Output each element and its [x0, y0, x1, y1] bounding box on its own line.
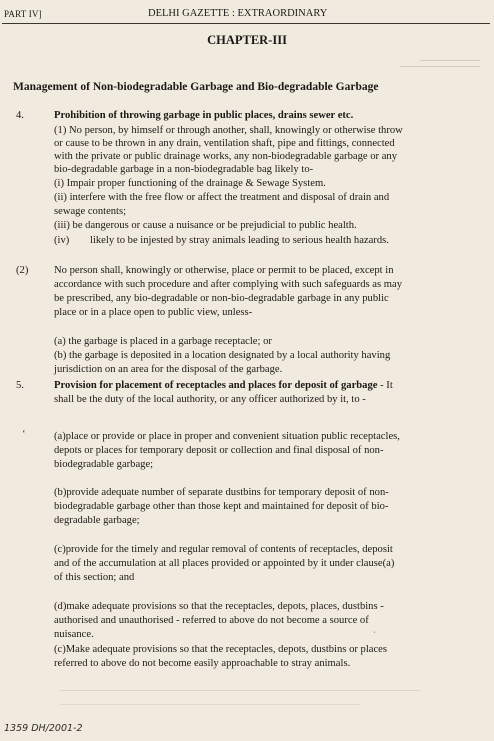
margin-mark: ‘: [22, 428, 26, 440]
section-5-item-b-cont: biodegradable garbage other than those kept and maintained for deposit of bio-: [54, 501, 389, 512]
section-5-item-a-cont: biodegradable garbage;: [54, 459, 154, 470]
subsection-2-line: No person shall, knowingly or otherwise, place or permit to be placed, except in: [54, 265, 394, 276]
section-4-heading: Prohibition of throwing garbage in public places, drains sewer etc.: [54, 110, 354, 121]
subsection-2-item-a: (a) the garbage is placed in a garbage receptacle; or: [54, 336, 272, 347]
chapter-heading: CHAPTER-III: [207, 33, 287, 47]
bleed-through-mark: [420, 60, 480, 61]
section-5-heading-tail: - It: [377, 380, 393, 391]
section-4-item-i: (i) Impair proper functioning of the drainage & Sewage System.: [54, 178, 326, 189]
section-4-line: or cause to be thrown in any drain, ventilation shaft, pipe and fittings, connected: [54, 138, 395, 149]
section-5-item-a: (a)place or provide or place in proper and convenient situation public receptacles,: [54, 431, 400, 442]
ink-speck: ⋅: [373, 628, 376, 637]
section-4-item-iv: likely to be injested by stray animals leading to serious health hazards.: [90, 235, 389, 246]
chapter-title: Management of Non-biodegradable Garbage and Bio-degradable Garbage: [13, 81, 379, 93]
section-5-heading: Provision for placement of receptacles and places for deposit of garbage: [54, 380, 378, 391]
bleed-through-mark: [400, 66, 480, 67]
section-5-item-d: (d)make adequate provisions so that the receptacles, depots, places, dustbins -: [54, 601, 384, 612]
section-4-item-ii: (ii) interfere with the free flow or affect the treatment and disposal of drain and: [54, 192, 390, 203]
section-4-item-iv-number: (iv): [54, 235, 70, 246]
section-4-line: bio-degradable garbage in a non-biodegradable bag likely to-: [54, 164, 314, 175]
section-5-item-c-cont: of this section; and: [54, 572, 135, 583]
section-5-heading-line: [54, 381, 393, 392]
gazette-title: DELHI GAZETTE : EXTRAORDINARY: [148, 8, 328, 19]
subsection-2-line: be prescribed, any bio-degradable or non-bio-degradable garbage in any public: [54, 293, 389, 304]
subsection-2-line: place or in a place open to public view, unless-: [54, 307, 253, 318]
section-5-item-c-cont: and of the accumulation at all places provided or appointed by it under clause(a): [54, 558, 395, 569]
section-5-item-b: (b)provide adequate number of separate dustbins for temporary deposit of non-: [54, 487, 389, 498]
subsection-2-item-b-cont: jurisdiction on an area for the disposal of the garbage.: [54, 364, 283, 375]
section-5-item-e-cont: referred to above do not become easily approachable to stray animals.: [54, 658, 351, 669]
subsection-2-number: (2): [16, 265, 29, 276]
section-5-item-a-cont: depots or places for temporary deposit or collection and final disposal of non-: [54, 445, 384, 456]
section-5-item-e: (c)Make adequate provisions so that the receptacles, depots, dustbins or places: [54, 644, 388, 655]
section-5-item-c: (c)provide for the timely and regular removal of contents of receptacles, deposit: [54, 544, 393, 555]
bleed-through-mark: [60, 690, 420, 691]
bleed-through-mark: [60, 704, 360, 705]
header-divider: [2, 23, 490, 24]
section-4-number: 4.: [16, 110, 24, 121]
part-label: PART IV]: [4, 9, 42, 19]
section-4-line: with the private or public drainage works, any non-biodegradable garbage or any: [54, 151, 397, 162]
section-5-item-b-cont: degradable garbage;: [54, 515, 140, 526]
section-4-item-ii-cont: sewage contents;: [54, 206, 127, 217]
section-5-intro: shall be the duty of the local authority, or any officer authorized by it, to -: [54, 394, 366, 405]
section-5-item-d-cont: nuisance.: [54, 629, 94, 640]
subsection-2-line: accordance with such procedure and after complying with such safeguards as may: [54, 279, 402, 290]
section-4-item-iii: (iii) be dangerous or cause a nuisance or be prejudicial to public health.: [54, 220, 357, 231]
section-4-line: (1) No person, by himself or through another, shall, knowingly or otherwise throw: [54, 125, 403, 136]
subsection-2-item-b: (b) the garbage is deposited in a location designated by a local authority having: [54, 350, 391, 361]
section-5-item-d-cont: authorised and unauthorised - referred to above do not become a source of: [54, 615, 369, 626]
printer-code: 1359 DH/2001-2: [4, 723, 83, 734]
section-5-number: 5.: [16, 380, 24, 391]
